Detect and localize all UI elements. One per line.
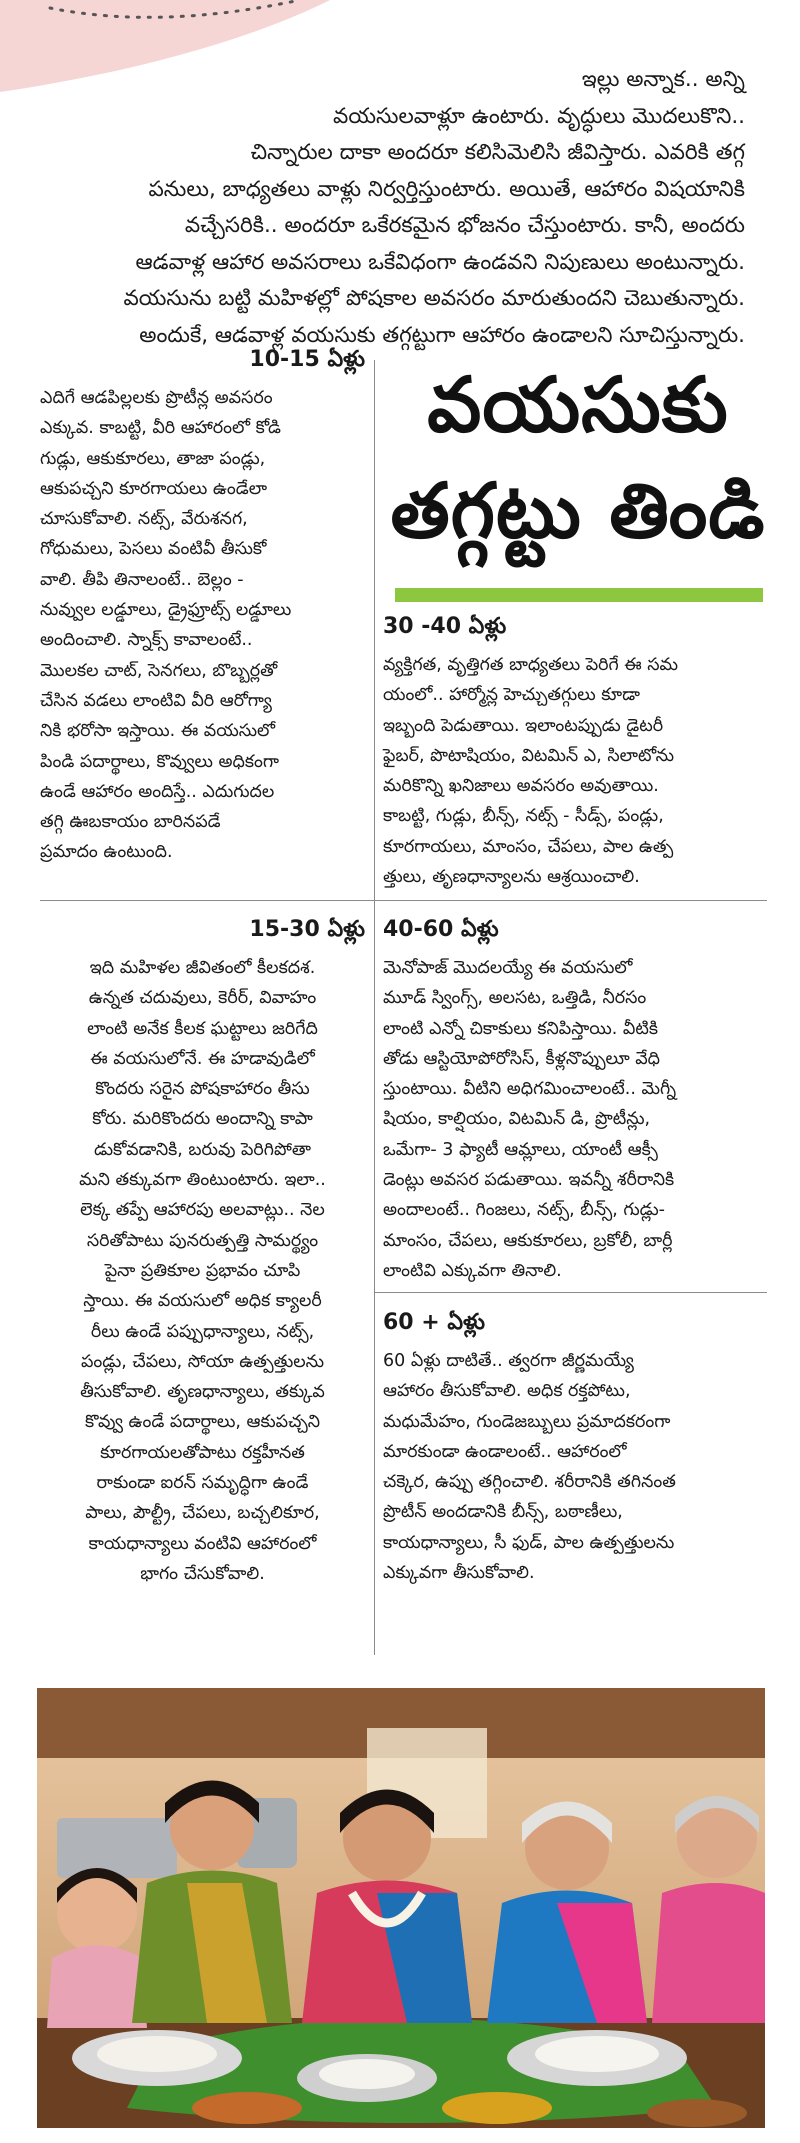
section-40-60 xyxy=(383,915,765,1286)
section-title: 10-15 ఏళ్లు xyxy=(249,347,365,372)
headline-line-1: వయసుకు xyxy=(427,360,729,449)
headline-accent-bar xyxy=(395,588,763,602)
family-meal-illustration xyxy=(37,1688,765,2128)
section-60-plus xyxy=(383,1308,765,1588)
section-body: ఎదిగే ఆడపిల్లలకు ప్రొటీన్ల అవసరం ఎక్కువ. కాబట్టి, వీరి ఆహారంలో కోడి గుడ్లు, ఆకుకూరలు, తాజా పండ్లు, ఆకుపచ్చని కూరగాయలు ఉండేలా చూసుకోవాలి. నట్స్, వేరుశనగ, గోధుమలు, పెసలు వంటివీ తీసుకో వాలి. తీపి తినాలంటే.. బెల్లం - నువ్వుల లడ్డూలు, డ్రైఫ్రూట్స్ లడ్డూలు అందించాలి. స్నాక్స్ కావాలంటే.. మొలకల చాట్, సెనగలు, బొబ్బర్లతో చేసిన వడలు లాంటివి వీరి ఆరోగ్యా నికి భరోసా ఇస్తాయి. ఈ వయసులో పిండి పదార్థాలు, కొవ్వులు అధికంగా ఉండే ఆహారం అందిస్తే.. ఎదుగుదల తగ్గి ఊబకాయం బారినపడే ప్రమాదం ఉంటుంది. xyxy=(40,388,292,863)
section-body: వ్యక్తిగత, వృత్తిగత బాధ్యతలు పెరిగే ఈ సమ యంలో.. హార్మోన్ల హెచ్చుతగ్గులు కూడా ఇబ్బంది పెడుతాయి. ఇలాంటప్పుడు డైటరీ ఫైబర్, పొటాషియం, విటమిన్ ఎ, సిలాటోను మరికొన్ని ఖనిజాలు అవసరం అవుతాయి. కాబట్టి, గుడ్లు, బీన్స్, నట్స్ - సీడ్స్, పండ్లు, కూరగాయలు, మాంసం, చేపలు, పాల ఉత్ప త్తులు, తృణధాన్యాలను ఆశ్రయించాలి. xyxy=(383,655,679,888)
section-title: 60 + ఏళ్లు xyxy=(383,1310,485,1335)
section-title: 15-30 ఏళ్లు xyxy=(249,917,365,942)
section-title: 40-60 ఏళ్లు xyxy=(383,917,499,942)
intro-paragraph: ఇల్లు అన్నాక.. అన్ని వయసులవాళ్లూ ఉంటారు. వృద్ధులు మొదలుకొని.. చిన్నారుల దాకా అందరూ కలిసిమెలిసి జీవిస్తారు. ఎవరికి తగ్గ పనులు, బాధ్యతలు వాళ్లు నిర్వర్తిస్తుంటారు. అయితే, ఆహారం విషయానికి వచ్చేసరికి.. అందరూ ఒకేరకమైన భోజనం చేస్తుంటారు. కానీ, అందరు ఆడవాళ్ల ఆహార అవసరాలు ఒకేవిధంగా ఉండవని నిపుణులు అంటున్నారు. వయసును బట్టి మహిళల్లో పోషకాల అవసరం మారుతుందని చెబుతున్నారు. అందుకే, ఆడవాళ్ల వయసుకు తగ్గట్టుగా ఆహారం ఉండాలని సూచిస్తున్నారు. xyxy=(123,67,745,348)
section-title: 30 -40 ఏళ్లు xyxy=(383,614,507,639)
section-body: 60 ఏళ్లు దాటితే.. త్వరగా జీర్ణమయ్యే ఆహారం తీసుకోవాలి. అధిక రక్తపోటు, మధుమేహం, గుండెజబ్బులు ప్రమాదకరంగా మారకుండా ఉండాలంటే.. ఆహారంలో చక్కెర, ఉప్పు తగ్గించాలి. శరీరానికి తగినంత ప్రొటీన్ అందడానికి బీన్స్, బఠాణీలు, కాయధాన్యాలు, సీ ఫుడ్, పాల ఉత్పత్తులను ఎక్కువగా తీసుకోవాలి. xyxy=(383,1351,676,1584)
column-divider xyxy=(374,360,375,1655)
section-15-30 xyxy=(40,915,365,1589)
section-divider-right-2 xyxy=(375,1292,767,1293)
section-body: ఇది మహిళల జీవితంలో కీలకదశ. ఉన్నత చదువులు, కెరీర్, వివాహం లాంటి అనేక కీలక ఘట్టాలు జరిగేది ఈ వయసులోనే. ఈ హడావుడిలో కొందరు సరైన పోషకాహారం తీసు కోరు. మరికొందరు అందాన్ని కాపా డుకోవడానికి, బరువు పెరిగిపోతా మని తక్కువగా తింటుంటారు. ఇలా.. లెక్క తప్పే ఆహారపు అలవాట్లు.. నెల సరితోపాటు పునరుత్పత్తి సామర్థ్యం పైనా ప్రతికూల ప్రభావం చూపి స్తాయి. ఈ వయసులో అధిక క్యాలరీ రీలు ఉండే పప్పుధాన్యాలు, నట్స్, పండ్లు, చేపలు, సోయా ఉత్పత్తులను తీసుకోవాలి. తృణధాన్యాలు, తక్కువ కొవ్వు ఉండే పదార్థాలు, ఆకుపచ్చని కూరగాయలతోపాటు రక్తహీనత రాకుండా ఐరన్ సమృద్ధిగా ఉండే పాలు, పౌల్ట్రీ, చేపలు, బచ్చలికూర, కాయధాన్యాలు వంటివి ఆహారంలో భాగం చేసుకోవాలి. xyxy=(79,958,326,1584)
section-30-40 xyxy=(383,612,765,892)
headline-line-2: తగ్గట్టు తిండి xyxy=(390,466,766,555)
headline xyxy=(388,352,768,564)
section-body: మెనోపాజ్ మొదలయ్యే ఈ వయసులో మూడ్ స్వింగ్స్, అలసట, ఒత్తిడి, నీరసం లాంటి ఎన్నో చికాకులు కనిపిస్తాయి. వీటికి తోడు ఆస్టియోపోరోసిస్, కీళ్లనొప్పులూ వేధి స్తుంటాయి. వీటిని అధిగమించాలంటే.. మెగ్నీ షియం, కాల్షియం, విటమిన్ డి, ప్రొటీన్లు, ఒమేగా- 3 ఫ్యాటీ ఆమ్లాలు, యాంటీ ఆక్సీ డెంట్లు అవసర పడుతాయి. ఇవన్నీ శరీరానికి అందాలంటే.. గింజలు, నట్స్, బీన్స్, గుడ్లు- మాంసం, చేపలు, ఆకుకూరలు, బ్రకోలీ, బార్లీ లాంటివి ఎక్కువగా తినాలి. xyxy=(383,958,677,1281)
section-10-15 xyxy=(40,345,365,868)
section-divider-right-1 xyxy=(375,900,767,901)
section-divider-left xyxy=(40,900,374,901)
